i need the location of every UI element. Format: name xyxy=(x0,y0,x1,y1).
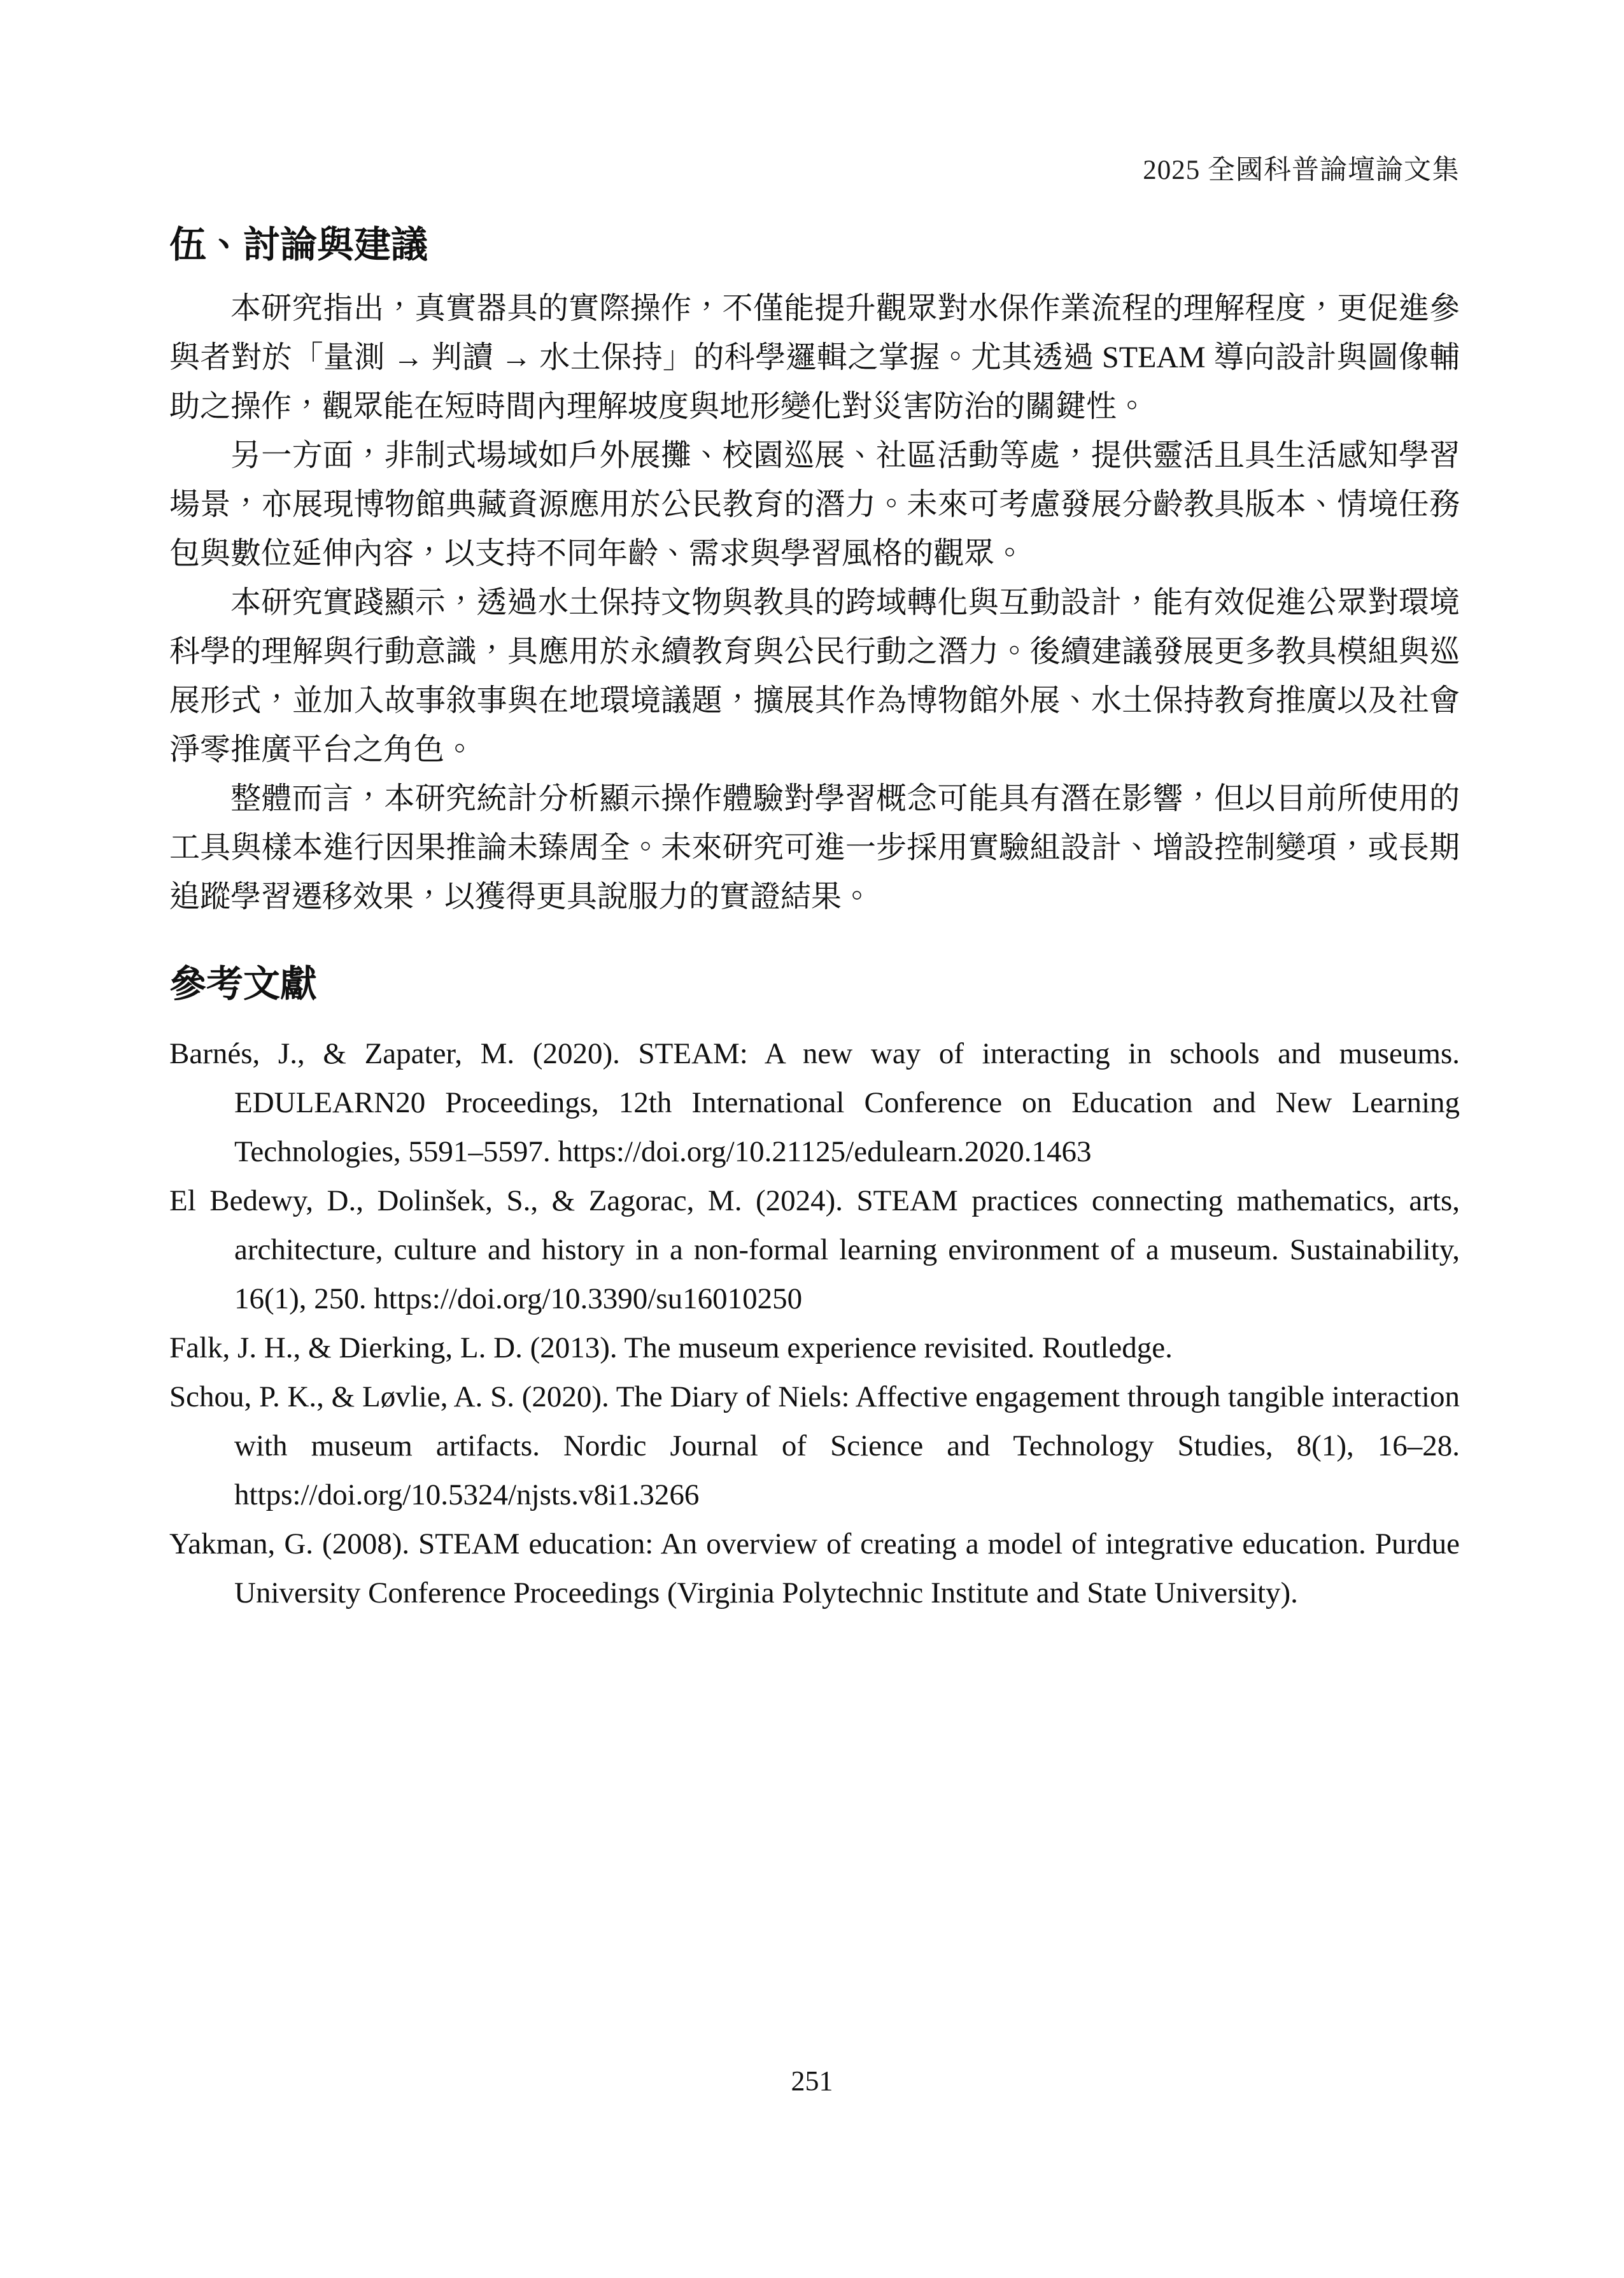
discussion-section-heading: 伍、討論與建議 xyxy=(169,224,428,265)
discussion-paragraph-4: 整體而言，本研究統計分析顯示操作體驗對學習概念可能具有潛在影響，但以目前所使用的工具與樣本進行因果推論未臻周全。未來研究可進一步採用實驗組設計、增設控制變項，或長期追蹤學習遷移效果，以獲得更具說服力的實證結果。 xyxy=(169,782,1460,914)
reference-entry-1: Barnés, J., & Zapater, M. (2020). STEAM: A new way of interacting in schools and museums. EDULEARN20 Proceedings, 12th International Conference on Education and New Learning Technologies, 5591–5597. https://doi.org/10.21125/edulearn.2020.1463 xyxy=(169,1037,1460,1168)
discussion-paragraph-3: 本研究實踐顯示，透過水土保持文物與教具的跨域轉化與互動設計，能有效促進公眾對環境科學的理解與行動意識，具應用於永續教育與公民行動之潛力。後續建議發展更多教具模組與巡展形式，並加入故事敘事與在地環境議題，擴展其作為博物館外展、水土保持教育推廣以及社會淨零推廣平台之角色。 xyxy=(169,586,1460,767)
discussion-paragraph-2: 另一方面，非制式場域如戶外展攤、校園巡展、社區活動等處，提供靈活且具生活感知學習場景，亦展現博物館典藏資源應用於公民教育的潛力。未來可考慮發展分齡教具版本、情境任務包與數位延伸內容，以支持不同年齡、需求與學習風格的觀眾。 xyxy=(169,439,1460,570)
reference-list xyxy=(169,1029,1460,1618)
references-section-heading: 參考文獻 xyxy=(169,963,318,1005)
discussion-paragraph-1: 本研究指出，真實器具的實際操作，不僅能提升觀眾對水保作業流程的理解程度，更促進參與者對於「量測 → 判讀 → 水土保持」的科學邏輯之掌握。尤其透過 STEAM 導向設計與圖像輔助之操作，觀眾能在短時間內理解坡度與地形變化對災害防治的關鍵性。 xyxy=(169,292,1460,423)
reference-entry-5: Yakman, G. (2008). STEAM education: An overview of creating a model of integrative education. Purdue University Conference Proceedings (Virginia Polytechnic Institute and State University). xyxy=(169,1527,1460,1609)
running-header: 2025 全國科普論壇論文集 xyxy=(1143,155,1460,185)
reference-entry-2: El Bedewy, D., Dolinšek, S., & Zagorac, M. (2024). STEAM practices connecting mathematics, arts, architecture, culture and history in a non-formal learning environment of a museum. Sustainability, 16(1), 250. https://doi.org/10.3390/su16010250 xyxy=(169,1184,1460,1315)
page-number: 251 xyxy=(791,2065,833,2097)
reference-entry-3: Falk, J. H., & Dierking, L. D. (2013). The museum experience revisited. Routledge. xyxy=(169,1331,1173,1364)
reference-entry-4: Schou, P. K., & Løvlie, A. S. (2020). The Diary of Niels: Affective engagement through tangible interaction with museum artifacts. Nordic Journal of Science and Technology Studies, 8(1), 16–28. https://doi.org/10.5324/njsts.v8i1.3266 xyxy=(169,1380,1460,1511)
